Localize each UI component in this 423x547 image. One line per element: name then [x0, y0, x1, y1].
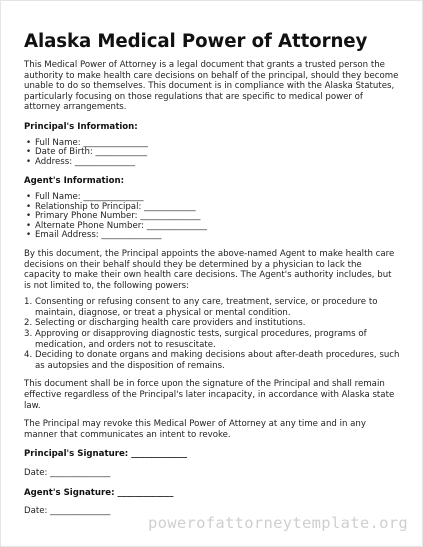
power-item-1: Consenting or refusing consent to any care, treatment, service, or procedure to maintain, diagnose, or treat a physical or mental condition. — [35, 297, 378, 318]
principal-date-line: Date: ______________ — [24, 468, 111, 478]
agent-email: Email Address: ______________ — [35, 230, 162, 241]
principal-signature-line: Principal's Signature: _____________ — [24, 449, 188, 460]
bullet-icon: • — [26, 147, 32, 158]
bullet-icon: • — [26, 201, 32, 212]
principal-info-heading: Principal's Information: — [24, 121, 138, 132]
agent-primary-phone: Primary Phone Number: ______________ — [35, 211, 201, 222]
power-item-3: Approving or disapproving diagnostic tests, surgical procedures, programs of medication, and orders not to resuscitate. — [35, 329, 367, 350]
agent-relationship: Relationship to Principal: ____________ — [35, 201, 196, 212]
list-item — [24, 231, 400, 241]
agent-alternate-phone: Alternate Phone Number: ______________ — [35, 220, 207, 231]
power-item-4: Deciding to donate organs and making decisions about after-death procedures, such as autopsies and the disposition of remains. — [35, 350, 400, 371]
agent-info-list — [24, 193, 400, 241]
agent-info-heading: Agent's Information: — [24, 176, 125, 187]
bullet-icon: • — [26, 230, 32, 241]
list-item: 1. Consenting or refusing consent to any care, treatment, service, or procedure to maintain, diagnose, or treat a physical or mental condition. — [24, 297, 378, 318]
list-item: 2. Selecting or discharging health care providers and institutions. — [24, 318, 306, 329]
revoke-paragraph: The Principal may revoke this Medical Power of Attorney at any time and in any manner that communicates an intent to revoke. — [24, 419, 366, 440]
principal-info-list — [24, 139, 400, 168]
powers-list — [24, 297, 400, 371]
agent-date-line: Date: ______________ — [24, 506, 111, 517]
bullet-icon: • — [26, 191, 32, 202]
list-item: 3. Approving or disapproving diagnostic tests, surgical procedures, programs of medication, and orders not to resuscitate. — [24, 329, 367, 350]
bullet-icon: • — [26, 220, 32, 231]
intro-paragraph: This Medical Power of Attorney is a legal document that grants a trusted person the authority to make health care decisions on behalf of the principal, should they become unable to do so themselves. This document is in compliance with the Alaska Statutes, particularly focusing on those regulations that are specific to medical power of attorney arrangements. — [24, 60, 399, 113]
powers-intro-paragraph: By this document, the Principal appoints the above-named Agent to make health care decisions on their behalf should they be determined by a physician to lack the capacity to make their own health care decisions. The Agent's authority includes, but is not limited to, the following powers: — [24, 248, 395, 291]
site-watermark: powerofattorneytemplate.org — [147, 514, 408, 532]
principal-full-name: Full Name: _______________ — [35, 137, 148, 148]
agent-full-name: Full Name: ______________ — [35, 191, 144, 202]
effect-paragraph: This document shall be in force upon the signature of the Principal and shall remain effective regardless of the Principal's later incapacity, in accordance with Alaska state law. — [24, 379, 395, 411]
list-item: 4. Deciding to donate organs and making decisions about after-death procedures, such as autopsies and the disposition of remains. — [24, 350, 400, 371]
bullet-icon: • — [26, 137, 32, 148]
principal-date-of-birth: Date of Birth: ____________ — [35, 147, 148, 158]
list-item — [24, 158, 400, 168]
principal-address: Address: ______________ — [35, 156, 136, 167]
document-title: Alaska Medical Power of Attorney — [24, 31, 368, 52]
agent-signature-line: Agent's Signature: _____________ — [24, 487, 174, 498]
bullet-icon: • — [26, 211, 32, 222]
power-item-2: Selecting or discharging health care providers and institutions. — [35, 318, 306, 329]
bullet-icon: • — [26, 156, 32, 167]
